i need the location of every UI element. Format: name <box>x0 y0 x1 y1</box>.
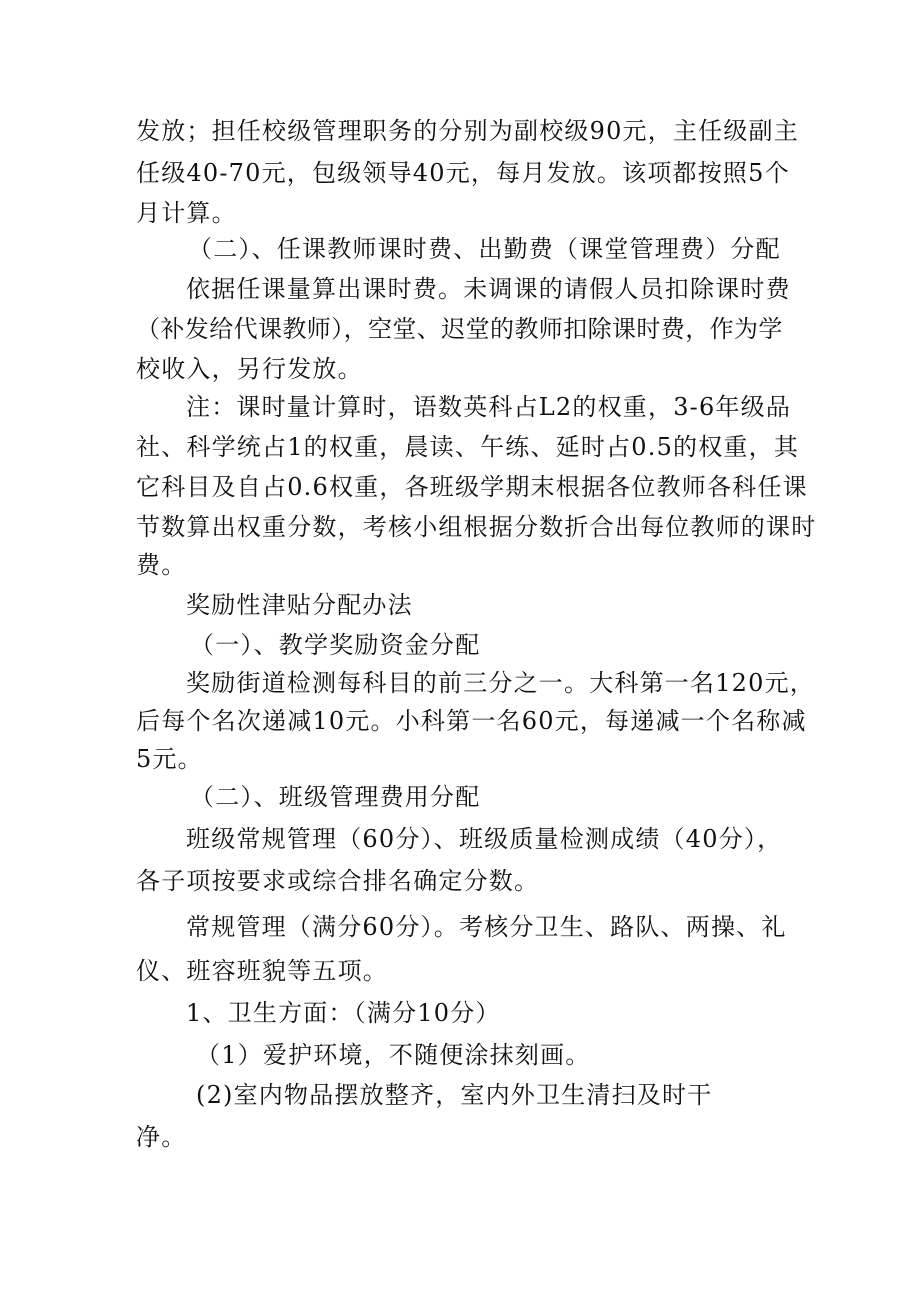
paragraph-line: 校收入，另行发放。 <box>136 355 363 383</box>
paragraph-line: 月计算。 <box>136 199 237 227</box>
section-heading: 奖励性津贴分配办法 <box>186 591 413 619</box>
paragraph-line: 奖励街道检测每科目的前三分之一。大科第一名120元， <box>186 669 816 697</box>
list-heading: 1、卫生方面：（满分10分） <box>186 999 501 1027</box>
paragraph-line: 费。 <box>136 551 187 579</box>
paragraph-line: 依据任课量算出课时费。未调课的请假人员扣除课时费 <box>186 275 791 303</box>
list-item: (2)室内物品摆放整齐，室内外卫生清扫及时干 <box>196 1081 713 1109</box>
paragraph-line: 任级40-70元，包级领导40元，每月发放。该项都按照5个 <box>136 159 790 187</box>
paragraph-line: 发放；担任校级管理职务的分别为副校级90元，主任级副主 <box>136 117 799 145</box>
paragraph-line: 节数算出权重分数，考核小组根据分数折合出每位教师的课时 <box>136 513 817 541</box>
subsection-heading: （一）、教学奖励资金分配 <box>190 631 481 659</box>
paragraph-line: 仪、班容班貌等五项。 <box>136 957 388 985</box>
paragraph-line: 后每个名次递减10元。小科第一名60元，每递减一个名称减 <box>136 707 807 735</box>
paragraph-line: 各子项按要求或综合排名确定分数。 <box>136 867 540 895</box>
list-item: （1）爱护环境，不随便涂抹刻画。 <box>196 1041 591 1069</box>
section-heading: （二）、任课教师课时费、出勤费（课堂管理费）分配 <box>188 235 781 263</box>
note-line: 注：课时量计算时，语数英科占L2的权重，3-6年级品 <box>186 393 792 421</box>
paragraph-line: （补发给代课教师），空堂、迟堂的教师扣除课时费，作为学 <box>136 315 783 343</box>
paragraph-line: 5元。 <box>136 745 203 773</box>
paragraph-line: 社、科学统占1的权重，晨读、午练、延时占0.5的权重，其 <box>136 433 800 461</box>
paragraph-line: 净。 <box>136 1123 187 1151</box>
paragraph-line: 班级常规管理（60分）、班级质量检测成绩（40分）， <box>186 825 783 853</box>
subsection-heading: （二）、班级管理费用分配 <box>190 783 481 811</box>
paragraph-line: 它科目及自占0.6权重，各班级学期末根据各位教师各科任课 <box>136 473 808 501</box>
paragraph-line: 常规管理（满分60分）。考核分卫生、路队、两操、礼 <box>186 913 787 941</box>
